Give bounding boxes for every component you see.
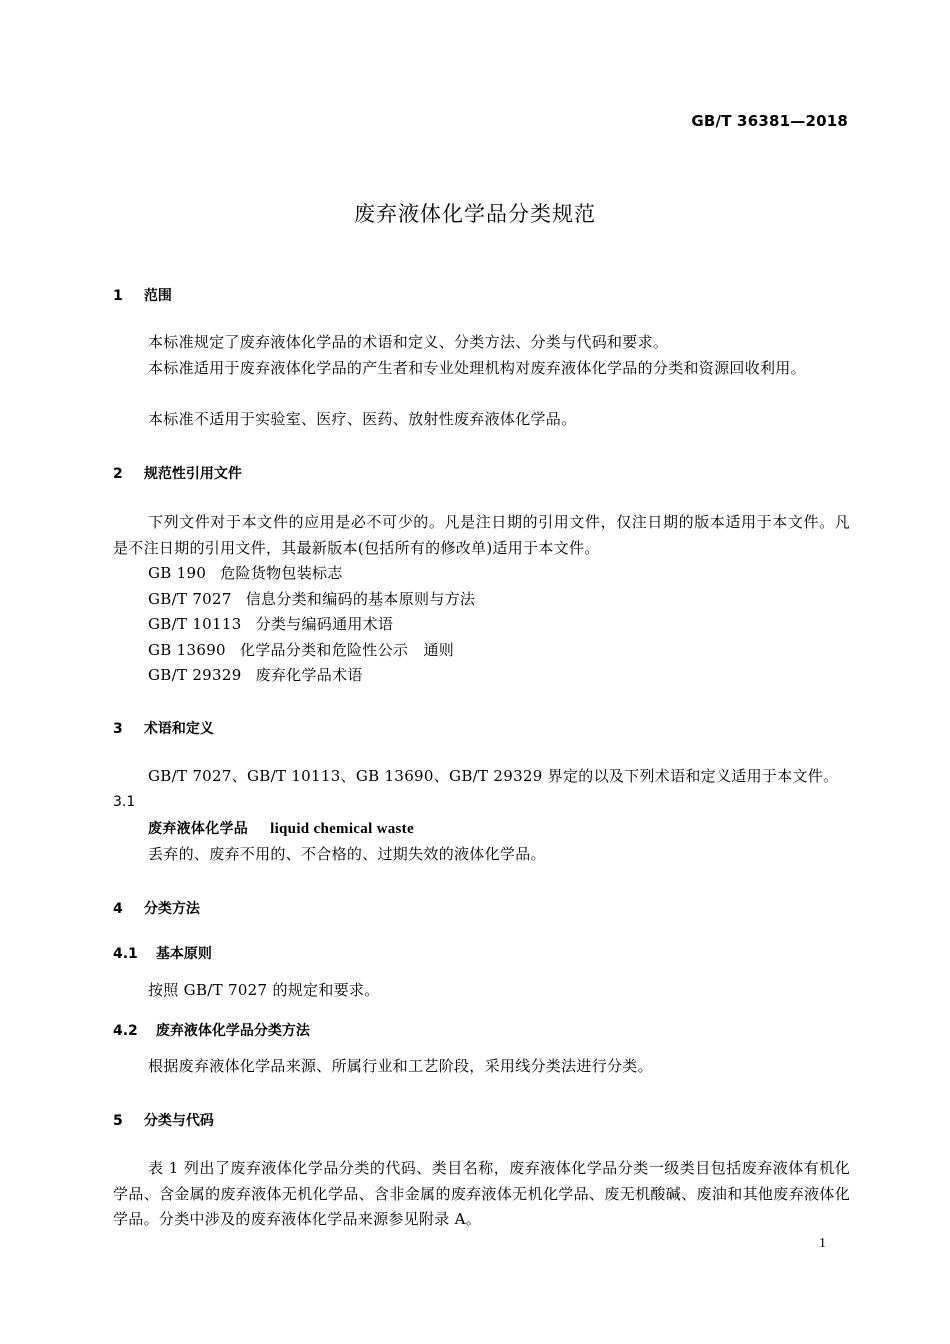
- section-title: 基本原则: [155, 946, 212, 962]
- page-number: 1: [819, 1236, 826, 1251]
- standard-code: GB/T 36381—2018: [691, 112, 848, 130]
- section-number: 2: [113, 466, 123, 482]
- section-1-heading: [113, 285, 172, 305]
- term-definition: 丢弃的、废弃不用的、不合格的、过期失效的液体化学品。: [148, 845, 546, 863]
- reference-code: GB 13690: [148, 641, 226, 659]
- section-3-heading: [113, 718, 214, 738]
- normative-reference: [148, 612, 393, 638]
- term-number: 3.1: [113, 794, 136, 810]
- reference-title: 化学品分类和危险性公示 通则: [239, 641, 455, 659]
- terms-intro: GB/T 7027、GB/T 10113、GB 13690、GB/T 29329 界定的以及下列术语和定义适用于本文件。: [148, 767, 839, 785]
- section-number: 3: [113, 721, 123, 737]
- document-title: 废弃液体化学品分类规范: [354, 202, 596, 226]
- section-number: 1: [113, 288, 123, 304]
- reference-code: GB 190: [148, 564, 207, 582]
- reference-code: GB/T 7027: [148, 590, 232, 608]
- reference-code: GB/T 29329: [148, 666, 242, 684]
- term-entry: [148, 816, 414, 843]
- scope-paragraph-2: 本标准适用于废弃液体化学品的产生者和专业处理机构对废弃液体化学品的分类和资源回收利用。: [148, 359, 806, 377]
- scope-paragraph-3: 本标准不适用于实验室、医疗、医药、放射性废弃液体化学品。: [148, 410, 577, 428]
- section-2-heading: [113, 463, 242, 483]
- section-4-1-heading: [113, 943, 212, 963]
- classification-method-text: 根据废弃液体化学品来源、所属行业和工艺阶段，采用线分类法进行分类。: [148, 1057, 653, 1075]
- section-title: 分类方法: [143, 901, 200, 917]
- section-title: 规范性引用文件: [143, 466, 242, 482]
- reference-title: 危险货物包装标志: [220, 564, 343, 582]
- normative-reference: [148, 663, 363, 689]
- reference-title: 分类与编码通用术语: [255, 615, 394, 633]
- section-number: 4.1: [113, 946, 138, 962]
- reference-title: 信息分类和编码的基本原则与方法: [245, 590, 476, 608]
- section-number: 4: [113, 901, 123, 917]
- reference-title: 废弃化学品术语: [255, 666, 363, 684]
- section-title: 废弃液体化学品分类方法: [155, 1023, 310, 1039]
- term-english: liquid chemical waste: [270, 821, 414, 837]
- classification-paragraph: 表 1 列出了废弃液体化学品分类的代码、类目名称，废弃液体化学品分类一级类目包括废弃液体有机化学品、含金属的废弃液体无机化学品、含非金属的废弃液体无机化学品、废无机酸碱、废油和其他废弃液体化学品。分类中涉及的废弃液体化学品来源参见附录 A。: [113, 1159, 850, 1228]
- normative-reference: [148, 587, 475, 613]
- term-chinese: 废弃液体化学品: [148, 821, 249, 837]
- normative-reference: [148, 561, 343, 587]
- section-number: 4.2: [113, 1023, 138, 1039]
- basic-principle-text: 按照 GB/T 7027 的规定和要求。: [148, 981, 380, 999]
- section-title: 范围: [143, 288, 172, 304]
- section-5-heading: [113, 1110, 214, 1130]
- section-title: 分类与代码: [143, 1113, 214, 1129]
- reference-code: GB/T 10113: [148, 615, 242, 633]
- section-4-2-heading: [113, 1020, 310, 1040]
- section-4-heading: [113, 898, 200, 918]
- normative-intro: 下列文件对于本文件的应用是必不可少的。凡是注日期的引用文件，仅注日期的版本适用于本文件。凡是不注日期的引用文件，其最新版本(包括所有的修改单)适用于本文件。: [113, 513, 850, 557]
- section-number: 5: [113, 1113, 123, 1129]
- normative-reference: [148, 638, 454, 664]
- section-title: 术语和定义: [143, 721, 214, 737]
- scope-paragraph-1: 本标准规定了废弃液体化学品的术语和定义、分类方法、分类与代码和要求。: [148, 333, 669, 351]
